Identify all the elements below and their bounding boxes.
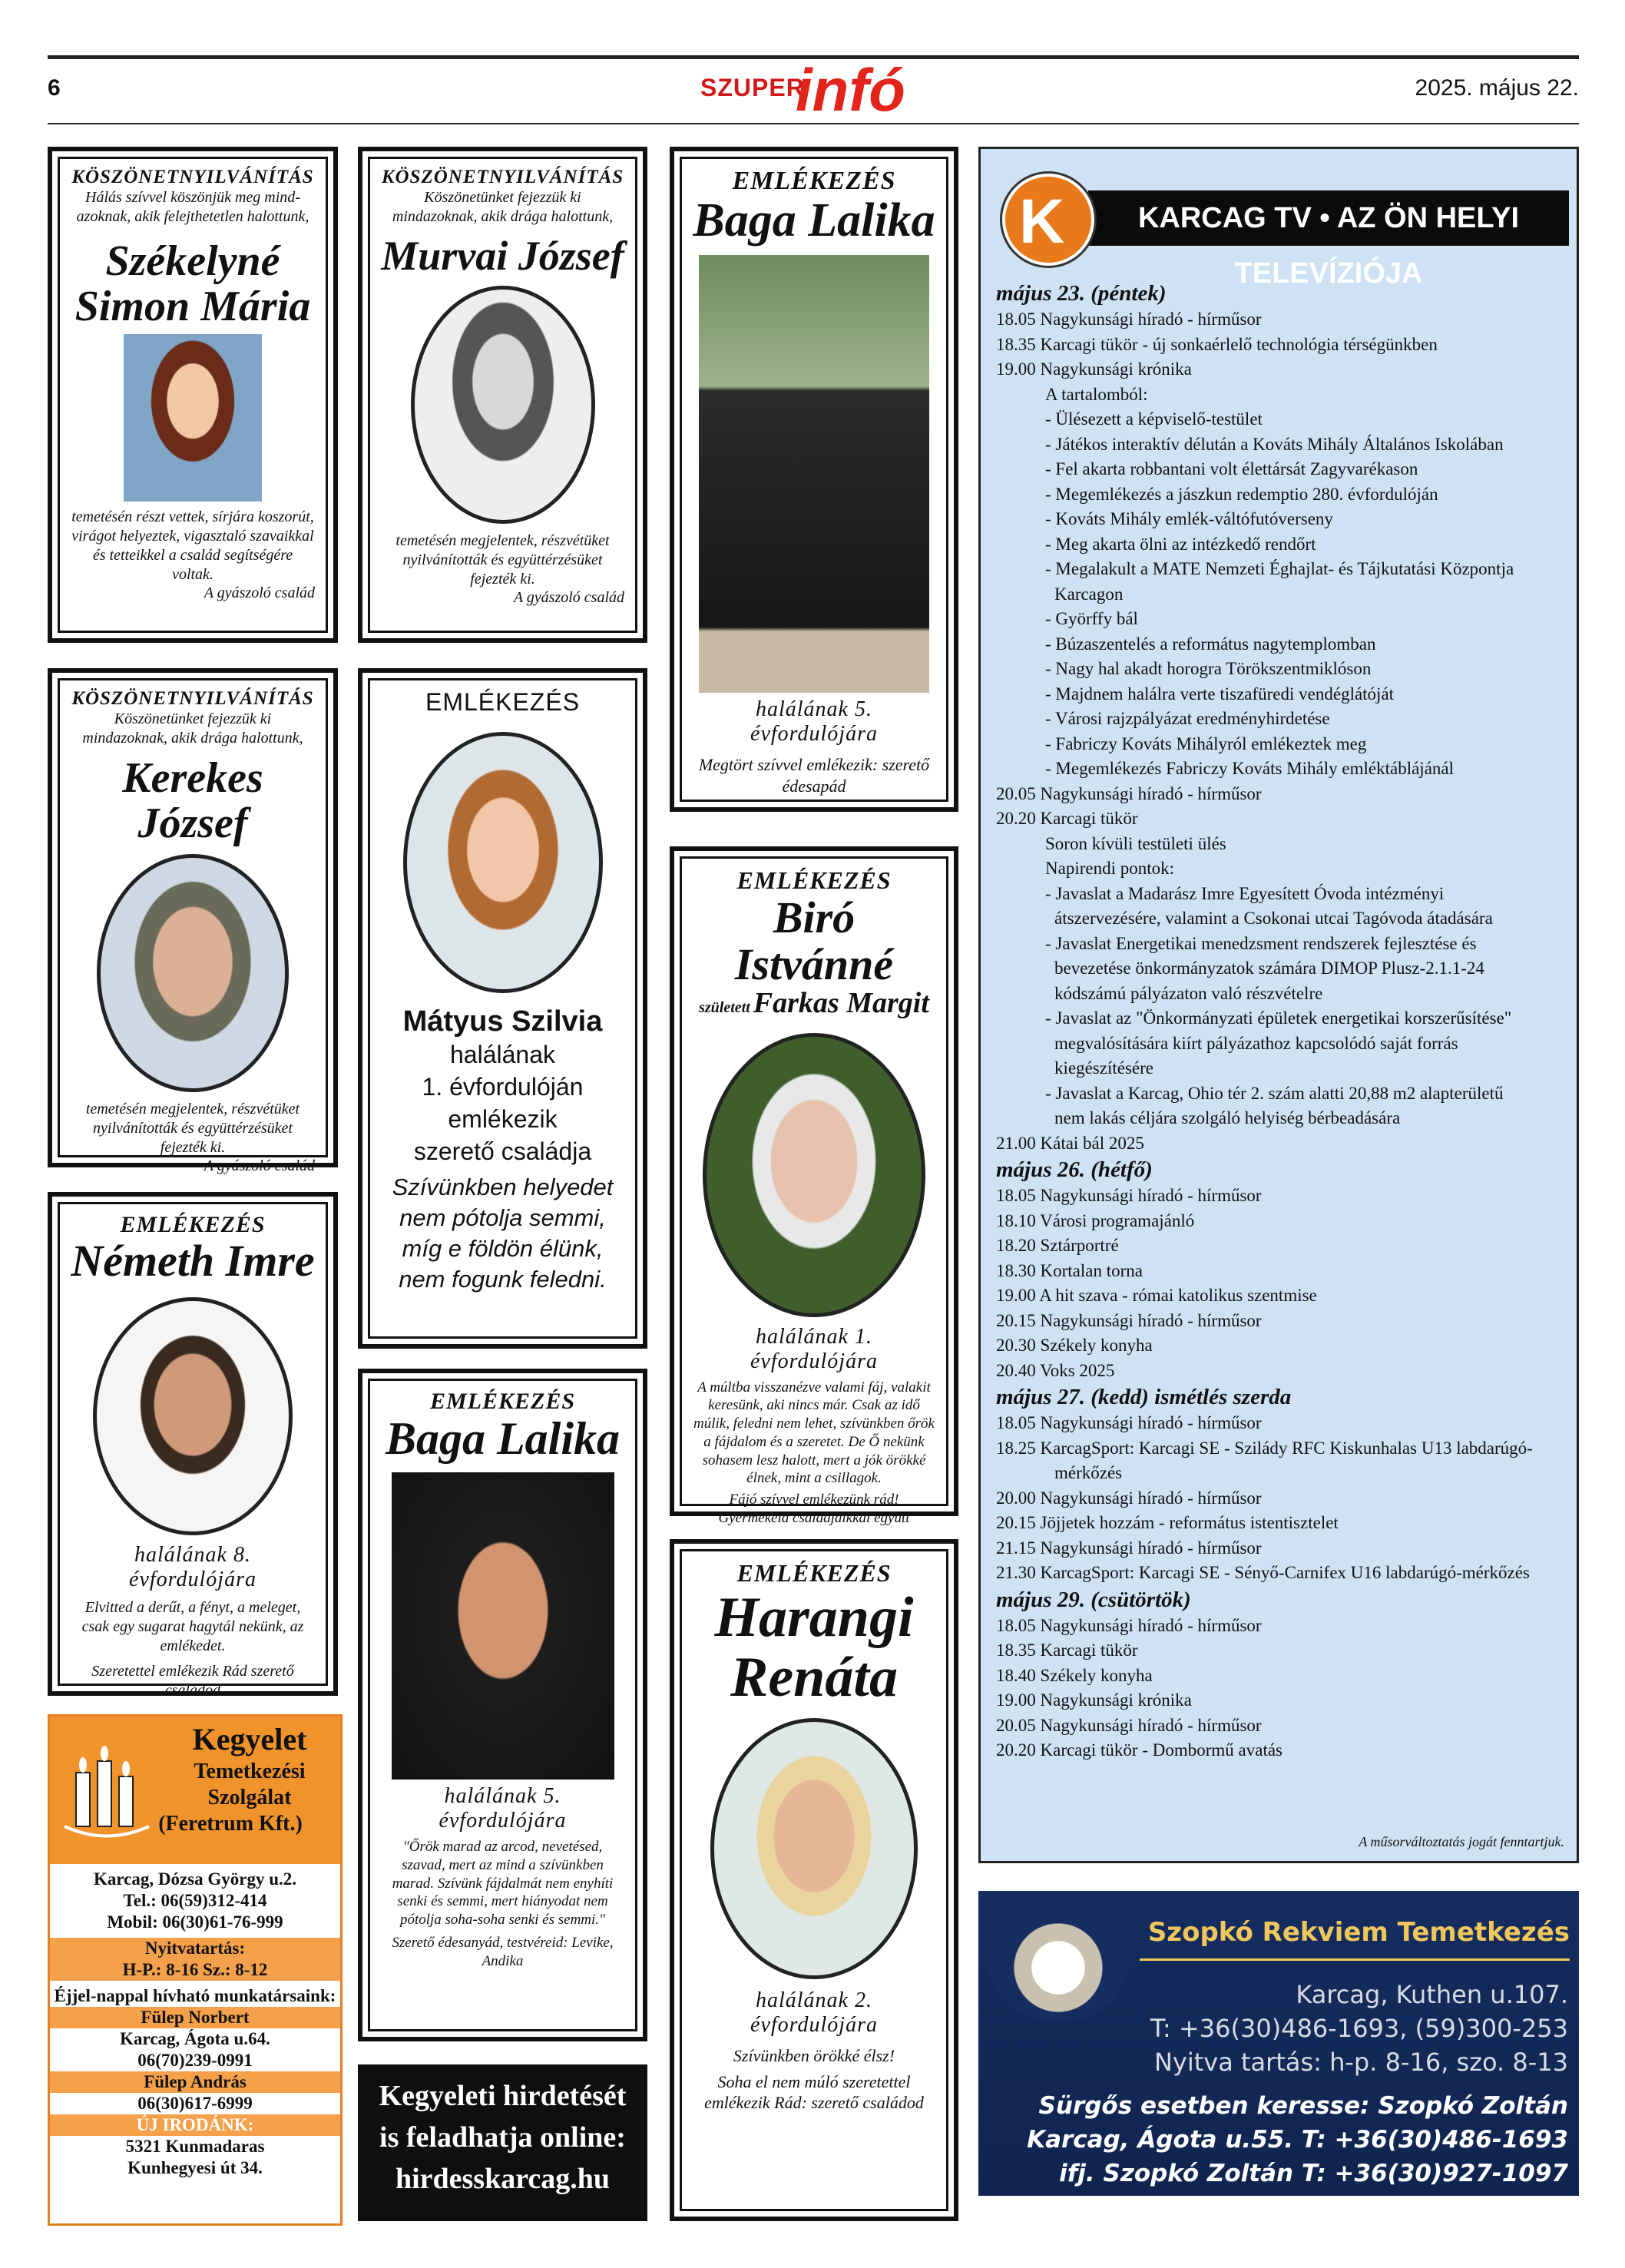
obit-poem: Elvitted a derűt, a fényt, a meleget, csak egy sugarat hagytál nekünk, az emlékedet. [81, 1598, 304, 1654]
obit-biro [670, 846, 958, 1526]
obit-murvai [358, 147, 647, 643]
obit-caption: EMLÉKEZÉS [429, 1389, 576, 1414]
karcag-tv-logo-icon [1002, 174, 1094, 266]
tv-day-heading: május 27. (kedd) ismétlés szerda [996, 1385, 1292, 1409]
obit-name: Baga Lalika [385, 1413, 620, 1464]
tv-program-line: 20.05 Nagykunsági híradó - hírműsor [996, 783, 1262, 803]
obit-nemeth [48, 1192, 338, 1699]
szopko-rekviem-ad [978, 1891, 1579, 2196]
tv-program-line: - Javaslat Energetikai menedzsment rendszerek fejlesztése és [1045, 933, 1477, 953]
portrait-photo [403, 732, 603, 993]
portrait-photo [392, 1472, 614, 1780]
szopko-urgent: Sürgős esetben keresse: Szopkó Zoltán [1038, 2092, 1568, 2120]
szopko-title: Szopkó Rekviem Temetkezés [1147, 1917, 1570, 1948]
page-number: 6 [48, 75, 61, 101]
szopko-logo-icon [989, 1914, 1127, 2021]
tv-program-line: - Megemlékezés Fabriczy Kováts Mihály emléktáblájánál [1045, 759, 1454, 778]
tv-program-line: - Fel akarta robbantani volt élettársát Zagyvarékason [1045, 459, 1418, 478]
obit-szekelyne [48, 147, 338, 643]
obit-poem: Szívünkben helyedet nem pótolja semmi, míg e földön élünk, nem fogunk feledni. [392, 1174, 614, 1293]
obit-caption: EMLÉKEZÉS [732, 167, 896, 195]
tv-program-line: 21.15 Nagykunsági híradó - hírműsor [996, 1538, 1262, 1558]
tv-note: A műsorváltoztatás jogát fenntartjuk. [1359, 1834, 1564, 1849]
karcag-tv-schedule [978, 147, 1579, 1863]
szopko-divider [1140, 1958, 1570, 1961]
szopko-address: Karcag, Kuthen u.107. [1296, 1980, 1568, 2009]
kegyelet-tel: Tel.: 06(59)312-414 [123, 1891, 267, 1910]
tv-program-line: 20.00 Nagykunsági híradó - hírműsor [996, 1488, 1262, 1508]
kegyelet-title: Kegyelet [192, 1722, 307, 1756]
obit-anniversary: halálának 8. évfordulójára [129, 1542, 256, 1591]
obit-name: Kerekes József [122, 754, 263, 847]
tv-program-line: Napirendi pontok: [1045, 859, 1174, 878]
tv-program-line: 18.20 Sztárportré [996, 1236, 1119, 1255]
kegyelet-mobile: Mobil: 06(30)61-76-999 [107, 1912, 283, 1932]
obit-caption: KÖSZÖNETNYILVÁNÍTÁS [71, 167, 314, 187]
tv-title: KARCAG TV • AZ ÖN HELYI TELEVÍZIÓJA [1088, 190, 1569, 246]
tv-program-line: 18.05 Nagykunsági híradó - hírműsor [996, 310, 1262, 329]
tv-program-line: nem lakás céljára szolgáló helyiség bérbeadására [1054, 1108, 1401, 1127]
tv-program-line: - Fabriczy Kováts Mihályról emlékeztek meg [1045, 733, 1367, 753]
obit-text: Megtört szívvel emlékezik: szerető édesapád [698, 755, 930, 796]
online-line-1: Kegyeleti hirdetését [379, 2080, 627, 2112]
tv-program-line: 20.20 Karcagi tükör [996, 809, 1138, 828]
kegyelet-night: Éjjel-nappal hívható munkatársaink: [54, 1986, 336, 2005]
tv-program-line: 19.00 A hit szava - római katolikus szentmise [996, 1286, 1317, 1305]
obit-baga-2 [358, 1369, 647, 2041]
obit-name: Baga Lalika [693, 194, 935, 247]
tv-program-line: 18.05 Nagykunsági híradó - hírműsor [996, 1186, 1262, 1205]
issue-date: 2025. május 22. [1415, 75, 1579, 101]
kegyelet-person-1-tel: 06(70)239-0991 [137, 2051, 253, 2070]
obit-name: Németh Imre [71, 1236, 315, 1286]
obit-caption: KÖSZÖNETNYILVÁNÍTÁS [71, 688, 314, 709]
tv-program-line: átszervezésére, valamint a Csokonai utcai Tagóvoda átadására [1054, 909, 1493, 928]
tv-program-line: 20.40 Voks 2025 [996, 1360, 1115, 1380]
szopko-phone: T: +36(30)486-1693, (59)300-253 [1150, 2014, 1568, 2043]
portrait-photo [93, 1297, 293, 1535]
tv-program-line: 18.35 Karcagi tükör - új sonkaérlelő technológia térségünkben [996, 334, 1438, 354]
tv-program-line: 18.25 KarcagSport: Karcagi SE - Szilády RFC Kiskunhalas U13 labdarúgó- [996, 1438, 1533, 1458]
obit-line-4: szerető családja [413, 1137, 592, 1165]
tv-program-line: - Majdnem halálra verte tiszafüredi vendéglátóját [1045, 684, 1395, 704]
online-url-link[interactable]: hirdesskarcag.hu [395, 2163, 611, 2195]
tv-program-line: 18.10 Városi programajánló [996, 1210, 1195, 1230]
obit-caption: EMLÉKEZÉS [736, 1559, 892, 1587]
kegyelet-title-4: (Feretrum Kft.) [158, 1812, 303, 1836]
tv-program-line: - Javaslat az "Önkormányzati épületek energetikai korszerűsítése" [1045, 1008, 1512, 1028]
tv-program-line: A tartalomból: [1045, 384, 1148, 404]
obit-text: temetésén megjelentek, részvétüket nyilvánították és együttérzésüket fejezték ki. [85, 1100, 300, 1156]
tv-program-line: 21.00 Kátai bál 2025 [996, 1133, 1144, 1153]
obit-sign: Szerető édesanyád, testvéreid: Levike, Andika [392, 1934, 614, 1969]
obit-name: Mátyus Szilvia [402, 1005, 603, 1038]
kegyelet-person-1-address: Karcag, Ágota u.64. [120, 2029, 270, 2048]
tv-program-line: - Városi rajzpályázat eredményhirdetése [1045, 709, 1330, 728]
portrait-photo [411, 286, 595, 524]
tv-program-line: 20.15 Jöjjetek hozzám - református istentisztelet [996, 1513, 1339, 1532]
tv-program-line: 20.30 Székely konyha [996, 1336, 1153, 1355]
portrait-photo [699, 255, 929, 693]
obit-poem: "Őrök marad az arcod, nevetésed, szavad, mert az mind a szívünkben marad. Szívünk fájdalmát nem enyhíti senki és semmi, mert hiányodat nem pótolja soha-soha senki és semmi." [392, 1839, 614, 1928]
kegyelet-open-hours: H-P.: 8-16 Sz.: 8-12 [50, 1959, 340, 1981]
obit-caption: EMLÉKEZÉS [120, 1212, 266, 1237]
kegyelet-person-2-tel: 06(30)617-6999 [137, 2094, 253, 2113]
tv-day-heading: május 23. (péntek) [996, 281, 1167, 306]
kegyelet-title-2: Temetkezési [194, 1760, 306, 1783]
logo-text-b: infó [796, 56, 905, 124]
obit-line-2: 1. évfordulóján [422, 1073, 584, 1101]
obit-sign: A gyászoló család [204, 584, 315, 601]
obit-sign: Fájó szívvel emlékezünk rád! Gyermekeid családjaikkal együtt [718, 1492, 910, 1526]
tv-program-line: - Játékos interaktív délután a Kováts Mihály Általános Iskolában [1045, 434, 1504, 454]
obit-caption: KÖSZÖNETNYILVÁNÍTÁS [381, 167, 624, 187]
tv-day-heading: május 26. (hétfő) [996, 1157, 1153, 1182]
tv-program-line: kiegészítésére [1054, 1058, 1153, 1078]
szopko-hours: Nyitva tartás: h-p. 8-16, szo. 8-13 [1153, 2048, 1568, 2077]
obit-name-2: Renáta [730, 1646, 898, 1709]
obit-name-2: Simon Mária [74, 282, 311, 330]
tv-logo-letter: K [1019, 187, 1065, 257]
obit-line-3: emlékezik [448, 1105, 558, 1133]
portrait-photo [710, 1718, 918, 1979]
tv-program-line: bevezetése önkormányzatok számára DIMOP Plusz-2.1.1-24 [1054, 959, 1484, 978]
tv-program-line: - Györffy bál [1045, 609, 1138, 628]
obit-harangi [670, 1539, 958, 2221]
portrait-photo [703, 1033, 925, 1317]
kegyelet-person-1: Fülep Norbert [50, 2007, 340, 2028]
kegyelet-person-2: Fülep András [50, 2071, 340, 2093]
tv-program-line: - Búzaszentelés a református nagytemplomban [1045, 634, 1376, 654]
tv-program-line: 20.15 Nagykunsági híradó - hírműsor [996, 1310, 1262, 1330]
tv-program-line: 18.35 Karcagi tükör [996, 1641, 1138, 1660]
obit-matyus [358, 668, 647, 1349]
online-line-2: is feladhatja online: [379, 2121, 626, 2154]
tv-program-line: - Megalakult a MATE Nemzeti Éghajlat- és Tájkutatási Központja [1045, 559, 1514, 578]
portrait-photo [124, 334, 262, 502]
obit-baga-1 [670, 147, 958, 812]
obit-poem: Soha el nem múló szeretettel emlékezik Rád: szerető családod [704, 2071, 924, 2112]
obit-caption: EMLÉKEZÉS [736, 866, 892, 894]
obit-text: temetésén részt vettek, sírjára koszorút, virágot helyeztek, vigasztaló szavaikkal és tetteikkel a család segítségére voltak. [71, 508, 314, 583]
obit-anniversary: halálának 2. évfordulójára [750, 1988, 878, 2037]
szopko-line-2: Karcag, Ágota u.55. T: +36(30)486-1693 [1027, 2126, 1568, 2154]
obit-anniversary: halálának 5. évfordulójára [750, 697, 878, 747]
tv-program-line: - Ülésezett a képviselő-testület [1045, 409, 1263, 429]
tv-program-line: - Javaslat a Madarász Imre Egyesített Óvoda intézményi [1045, 883, 1445, 903]
obit-anniversary: halálának 1. évfordulójára [750, 1324, 878, 1373]
tv-program-line: Karcagon [1054, 584, 1124, 604]
online-ad-notice [358, 2064, 647, 2221]
obit-intro: Köszönetünket fejezzük ki mindazoknak, akik drága halottunk, [82, 710, 303, 747]
obit-born: született [699, 998, 750, 1016]
tv-program-line: 19.00 Nagykunsági krónika [996, 359, 1192, 379]
kegyelet-title-3: Szolgálat [207, 1786, 292, 1809]
tv-program-line: 20.20 Karcagi tükör - Dombormű avatás [996, 1740, 1283, 1760]
obit-sign: Szeretettel emlékezik Rád szerető családod [91, 1662, 294, 1699]
kegyelet-new-office: ÚJ IRODÁNK: [50, 2114, 340, 2136]
tv-program-line: 18.05 Nagykunsági híradó - hírműsor [996, 1615, 1262, 1635]
tv-program-line: 18.30 Kortalan torna [996, 1260, 1143, 1280]
kegyelet-new-office-city: 5321 Kunmadaras [125, 2137, 265, 2156]
tv-program-line: 21.30 KarcagSport: Karcagi SE - Sényő-Carnifex U16 labdarúgó-mérkőzés [996, 1563, 1530, 1582]
tv-program-line: - Megemlékezés a jászkun redemptio 280. évfordulóján [1045, 484, 1438, 504]
tv-program-line: - Javaslat a Karcag, Ohio tér 2. szám alatti 20,88 m2 alapterületű [1045, 1083, 1504, 1103]
tv-program-line: megvalósítására kiírt pályázathoz kapcsolódó saját forrás [1054, 1033, 1458, 1053]
obit-name: Biró Istvánné [734, 892, 894, 989]
tv-program-line: 18.05 Nagykunsági híradó - hírműsor [996, 1413, 1262, 1432]
obit-intro: Köszönetünket fejezzük ki mindazoknak, akik drága halottunk, [392, 189, 614, 225]
tv-program-line: Soron kívüli testületi ülés [1045, 833, 1226, 853]
obit-sign: A gyászoló család [513, 588, 624, 606]
tv-program-line: kódszámú pályázaton való részvételre [1054, 983, 1323, 1003]
obit-intro: Hálás szívvel köszönjük meg mind- azoknak, akik felejthetetlen halottunk, [76, 189, 309, 225]
obit-text: temetésén megjelentek, részvétüket nyilvánították és együttérzésüket fejezték ki. [395, 531, 610, 588]
obit-name: Murvai József [381, 233, 624, 279]
kegyelet-open-title: Nyitvatartás: [50, 1938, 340, 1959]
tv-program-line: 19.00 Nagykunsági krónika [996, 1690, 1192, 1710]
kegyelet-ad [48, 1714, 343, 2226]
tv-program-line: mérkőzés [1054, 1463, 1123, 1482]
tv-header [996, 171, 1564, 290]
kegyelet-new-office-street: Kunhegyesi út 34. [127, 2158, 263, 2177]
obit-sign: A gyászoló család [204, 1157, 315, 1174]
obit-caption: EMLÉKEZÉS [425, 688, 581, 716]
obit-name-1: Harangi [714, 1586, 914, 1649]
obit-name-1: Székelyné [105, 237, 280, 285]
obit-line-1: Szívünkben örökké élsz! [733, 2046, 895, 2065]
tv-program-line: 20.05 Nagykunsági híradó - hírműsor [996, 1715, 1262, 1735]
kegyelet-header [50, 1717, 340, 1864]
szopko-line-3: ifj. Szopkó Zoltán T: +36(30)927-1097 [1059, 2160, 1568, 2187]
obit-poem: A múltba visszanézve valami fáj, valakit keresünk, aki nincs már. Csak az idő múlik, feledni nem lehet, szívünkben őrök a fájdalom és a szeretet. De Ő nekünk sohasem lesz halott, mert a jók örökké élnek, mint a csillagok. [693, 1379, 935, 1487]
tv-day-heading: május 29. (csütörtök) [996, 1587, 1191, 1612]
tv-program-line: - Meg akarta ölni az intézkedő rendőrt [1045, 534, 1316, 554]
obit-anniversary: halálának 5. évfordulójára [439, 1784, 567, 1833]
obit-kerekes [48, 668, 338, 1174]
tv-program-line: 18.40 Székely konyha [996, 1665, 1153, 1685]
logo-text-a: SZUPER [700, 74, 805, 101]
obit-maiden-name: Farkas Margit [753, 986, 929, 1019]
tv-program-line: - Kováts Mihály emlék-váltófutóverseny [1045, 509, 1333, 528]
tv-program-list [996, 280, 1564, 1763]
tv-program-line: - Nagy hal akadt horogra Törökszentmiklóson [1045, 659, 1372, 678]
portrait-photo [97, 854, 289, 1092]
obit-line-1: halálának [450, 1041, 555, 1068]
kegyelet-address: Karcag, Dózsa György u.2. [93, 1869, 297, 1889]
